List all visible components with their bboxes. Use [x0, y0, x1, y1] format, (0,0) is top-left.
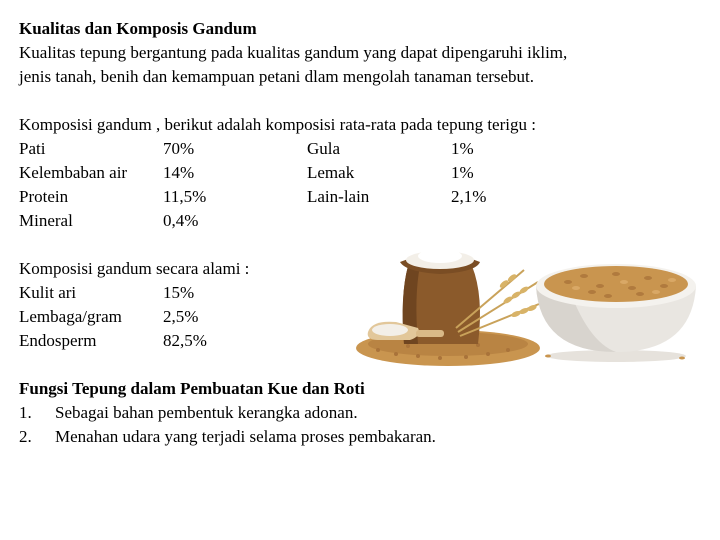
composition-label: Lemak [307, 163, 355, 182]
composition-label: Kelembaban air [19, 163, 128, 182]
composition-value: 70% [163, 139, 195, 158]
natural-value: 2,5% [163, 307, 199, 326]
intro-line-1: Kualitas tepung bergantung pada kualitas gandum yang dapat dipengaruhi iklim, [19, 43, 568, 62]
natural-label: Kulit ari [19, 283, 77, 302]
intro-line-2: jenis tanah, benih dan kemampuan petani dlam mengolah tanaman tersebut. [19, 67, 535, 86]
function-item [19, 425, 659, 449]
function-item-text: Sebagai bahan pembentuk kerangka adonan. [55, 403, 358, 422]
composition-value: 0,4% [163, 211, 199, 230]
function-item [19, 401, 659, 425]
page-title: Kualitas dan Komposis Gandum [19, 19, 257, 38]
composition-label: Mineral [19, 211, 73, 230]
function-item-text: Menahan udara yang terjadi selama proses pembakaran. [55, 427, 436, 446]
natural-label: Lembaga/gram [19, 307, 122, 326]
composition-label: Protein [19, 187, 69, 206]
composition-value: 11,5% [163, 187, 207, 206]
function-item-number: 2. [19, 427, 32, 446]
natural-value: 82,5% [163, 331, 207, 350]
composition-label: Lain-lain [307, 187, 370, 206]
composition-value: 2,1% [451, 187, 487, 206]
natural-label: Endosperm [19, 331, 97, 350]
natural-heading: Komposisi gandum secara alami : [19, 259, 250, 278]
composition-value: 14% [163, 163, 195, 182]
composition-label: Gula [307, 139, 341, 158]
flour-sack-illustration [348, 236, 548, 370]
grain-bowl-illustration [528, 252, 704, 364]
composition-value: 1% [451, 139, 474, 158]
composition-heading: Komposisi gandum , berikut adalah komposisi rata-rata pada tepung terigu : [19, 115, 536, 134]
function-heading: Fungsi Tepung dalam Pembuatan Kue dan Roti [19, 379, 365, 398]
function-item-number: 1. [19, 403, 32, 422]
composition-value: 1% [451, 163, 474, 182]
composition-label: Pati [19, 139, 46, 158]
natural-value: 15% [163, 283, 195, 302]
